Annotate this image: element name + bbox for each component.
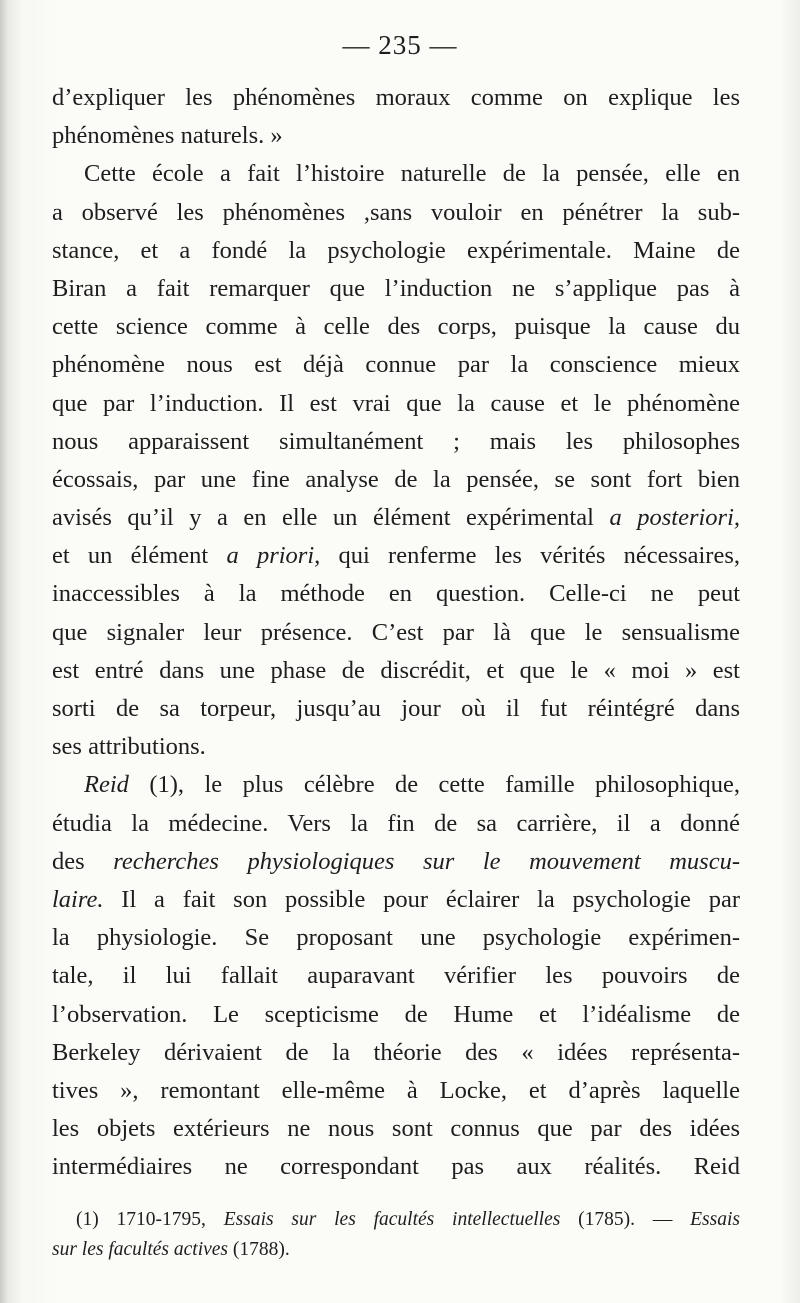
text-line: l’observation. Le scepticisme de Hume et l’idéalisme de (52, 1000, 740, 1028)
text-line: Biran a fait remarquer que l’induction ne s’applique pas à (52, 274, 740, 302)
text-line: nous apparaissent simultanément ; mais les philosophes (52, 427, 740, 455)
text-line: ses attributions. (52, 733, 206, 761)
text-line: d’expliquer les phénomènes moraux comme on explique les (52, 84, 740, 111)
footnote-line: sur les facultés actives (1788). (52, 1239, 290, 1260)
text-line: avisés qu’il y a en elle un élément expérimental a posteriori, (52, 504, 740, 532)
text-line: et un élément a priori, qui renferme les vérités nécessaires, (52, 542, 740, 570)
italic-name: Reid (84, 771, 129, 799)
text-line: que par l’induction. Il est vrai que la cause et le phénomène (52, 389, 740, 417)
text-line: sorti de sa torpeur, jusqu’au jour où il fut réintégré dans (52, 695, 740, 722)
text-line: Berkeley dérivaient de la théorie des « idées représenta- (52, 1038, 740, 1066)
italic-title: recherches physiologiques sur le mouvement muscu- (113, 847, 740, 875)
text-line: intermédiaires ne correspondant pas aux réalités. Reid (52, 1153, 740, 1181)
text-line: est entré dans une phase de discrédit, et que le « moi » est (52, 656, 740, 684)
text-line: a observé les phénomènes ,sans vouloir en pénétrer la sub- (52, 198, 740, 226)
text-line: les objets extérieurs ne nous sont connus que par des idées (52, 1115, 740, 1143)
italic-title: laire. (52, 885, 104, 913)
text-line: inaccessibles à la méthode en question. Celle-ci ne peut (52, 580, 740, 608)
text-line: tale, il lui fallait auparavant vérifier les pouvoirs de (52, 962, 740, 990)
text-line: phénomènes naturels. » (52, 122, 283, 150)
paragraph-start: Reid (1), le plus célèbre de cette famille philosophique, (84, 771, 740, 799)
text-line: tives », remontant elle-même à Locke, et d’après laquelle (52, 1076, 740, 1104)
text-line: des recherches physiologiques sur le mouvement muscu- (52, 847, 740, 875)
text-line: écossais, par une fine analyse de la pensée, se sont fort bien (52, 465, 740, 493)
text-line: phénomène nous est déjà connue par la conscience mieux (52, 351, 740, 379)
page-number: — 235 — (342, 30, 458, 60)
paragraph-start: Cette école a fait l’histoire naturelle de la pensée, elle en (84, 160, 740, 188)
text-line: laire. Il a fait son possible pour éclairer la psychologie par (52, 885, 740, 913)
text-line: stance, et a fondé la psychologie expérimentale. Maine de (52, 236, 740, 264)
footnote (52, 1205, 740, 1265)
text-line: cette science comme à celle des corps, puisque la cause du (52, 313, 740, 341)
footnote-line: (1) 1710-1795, Essais sur les facultés intellectuelles (1785). — Essais (76, 1209, 740, 1230)
main-text (52, 79, 740, 1186)
text-line: la physiologie. Se proposant une psychologie expérimen- (52, 924, 740, 952)
italic-term: a priori, (226, 542, 321, 570)
italic-term: a posteriori, (609, 504, 740, 532)
text-line: étudia la médecine. Vers la fin de sa carrière, il a donné (52, 809, 740, 837)
text-line: que signaler leur présence. C’est par là que le sensualisme (52, 618, 740, 646)
